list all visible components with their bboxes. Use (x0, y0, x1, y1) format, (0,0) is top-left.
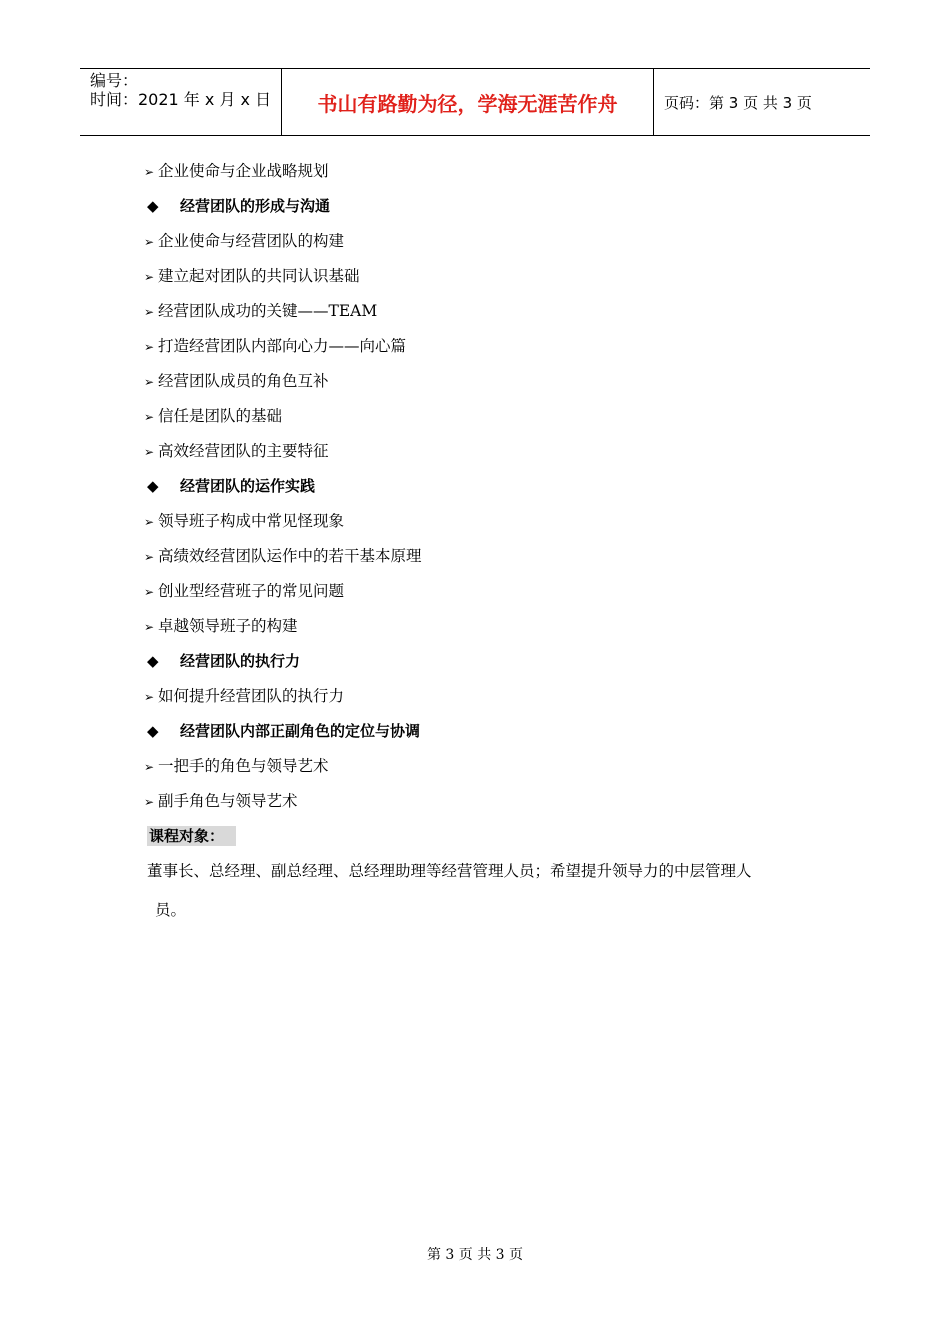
diamond-bullet-icon: ◆ (147, 652, 159, 670)
page-footer: 第 3 页 共 3 页 (426, 1247, 524, 1263)
list-item-text: 如何提升经营团队的执行力 (158, 687, 345, 705)
arrow-bullet-icon: ➢ (144, 690, 155, 704)
arrow-bullet-icon: ➢ (144, 410, 155, 424)
header-page-code: 页码：第 3 页 共 3 页 (664, 94, 812, 112)
section-heading (147, 651, 300, 671)
arrow-bullet-icon: ➢ (144, 795, 155, 809)
list-item (144, 756, 329, 777)
header-left-cell (80, 69, 281, 135)
diamond-bullet-icon: ◆ (147, 477, 159, 495)
header-page-cell (654, 69, 870, 135)
list-item-text: 经营团队成员的角色互补 (158, 372, 329, 390)
section-heading (147, 721, 420, 741)
arrow-bullet-icon: ➢ (144, 375, 155, 389)
audience-label: 课程对象： (147, 826, 236, 846)
diamond-bullet-icon: ◆ (147, 722, 159, 740)
arrow-bullet-icon: ➢ (144, 270, 155, 284)
list-item (144, 336, 406, 357)
list-item (144, 686, 344, 707)
list-item-text: 副手角色与领导艺术 (158, 792, 298, 810)
section-heading-text: 经营团队内部正副角色的定位与协调 (180, 722, 421, 740)
list-item (144, 511, 344, 532)
list-item (144, 616, 298, 637)
section-heading-text: 经营团队的执行力 (180, 652, 301, 670)
list-item (144, 581, 344, 602)
arrow-bullet-icon: ➢ (144, 585, 155, 599)
list-item-text: 建立起对团队的共同认识基础 (158, 267, 360, 285)
list-item (144, 546, 422, 567)
document-number-label: 编号： (90, 71, 139, 90)
document-time-label: 时间：2021 年 x 月 x 日 (90, 90, 272, 109)
list-item (144, 791, 298, 812)
header-motto: 书山有路勤为径，学海无涯苦作舟 (317, 92, 618, 116)
audience-line-2: 员。 (155, 901, 187, 919)
list-item (144, 371, 329, 392)
list-item-text: 领导班子构成中常见怪现象 (158, 512, 345, 530)
section-heading (147, 476, 315, 496)
arrow-bullet-icon: ➢ (144, 235, 155, 249)
section-heading-text: 经营团队的运作实践 (180, 477, 316, 495)
list-item (144, 441, 329, 462)
list-item-text: 高绩效经营团队运作中的若干基本原理 (158, 547, 422, 565)
list-item (144, 161, 329, 182)
list-item-text: 创业型经营班子的常见问题 (158, 582, 345, 600)
list-item-text: 一把手的角色与领导艺术 (158, 757, 329, 775)
arrow-bullet-icon: ➢ (144, 340, 155, 354)
arrow-bullet-icon: ➢ (144, 165, 155, 179)
list-item-text: 打造经营团队内部向心力——向心篇 (158, 337, 407, 355)
arrow-bullet-icon: ➢ (144, 305, 155, 319)
list-item (144, 406, 282, 427)
arrow-bullet-icon: ➢ (144, 515, 155, 529)
list-item-text: 卓越领导班子的构建 (158, 617, 298, 635)
diamond-bullet-icon: ◆ (147, 197, 159, 215)
audience-line-1: 董事长、总经理、副总经理、总经理助理等经营管理人员；希望提升领导力的中层管理人 (147, 862, 752, 880)
arrow-bullet-icon: ➢ (144, 620, 155, 634)
arrow-bullet-icon: ➢ (144, 445, 155, 459)
list-item-text: 信任是团队的基础 (158, 407, 283, 425)
list-item (144, 266, 360, 287)
arrow-bullet-icon: ➢ (144, 760, 155, 774)
list-item-text: 企业使命与经营团队的构建 (158, 232, 345, 250)
section-heading-text: 经营团队的形成与沟通 (180, 197, 331, 215)
section-heading (147, 196, 330, 216)
list-item-text: 经营团队成功的关键——TEAM (158, 302, 378, 320)
arrow-bullet-icon: ➢ (144, 550, 155, 564)
list-item-text: 高效经营团队的主要特征 (158, 442, 329, 460)
list-item (144, 301, 377, 322)
document-header (80, 68, 870, 136)
list-item-text: 企业使命与企业战略规划 (158, 162, 329, 180)
list-item (144, 231, 344, 252)
header-motto-cell (281, 69, 654, 135)
